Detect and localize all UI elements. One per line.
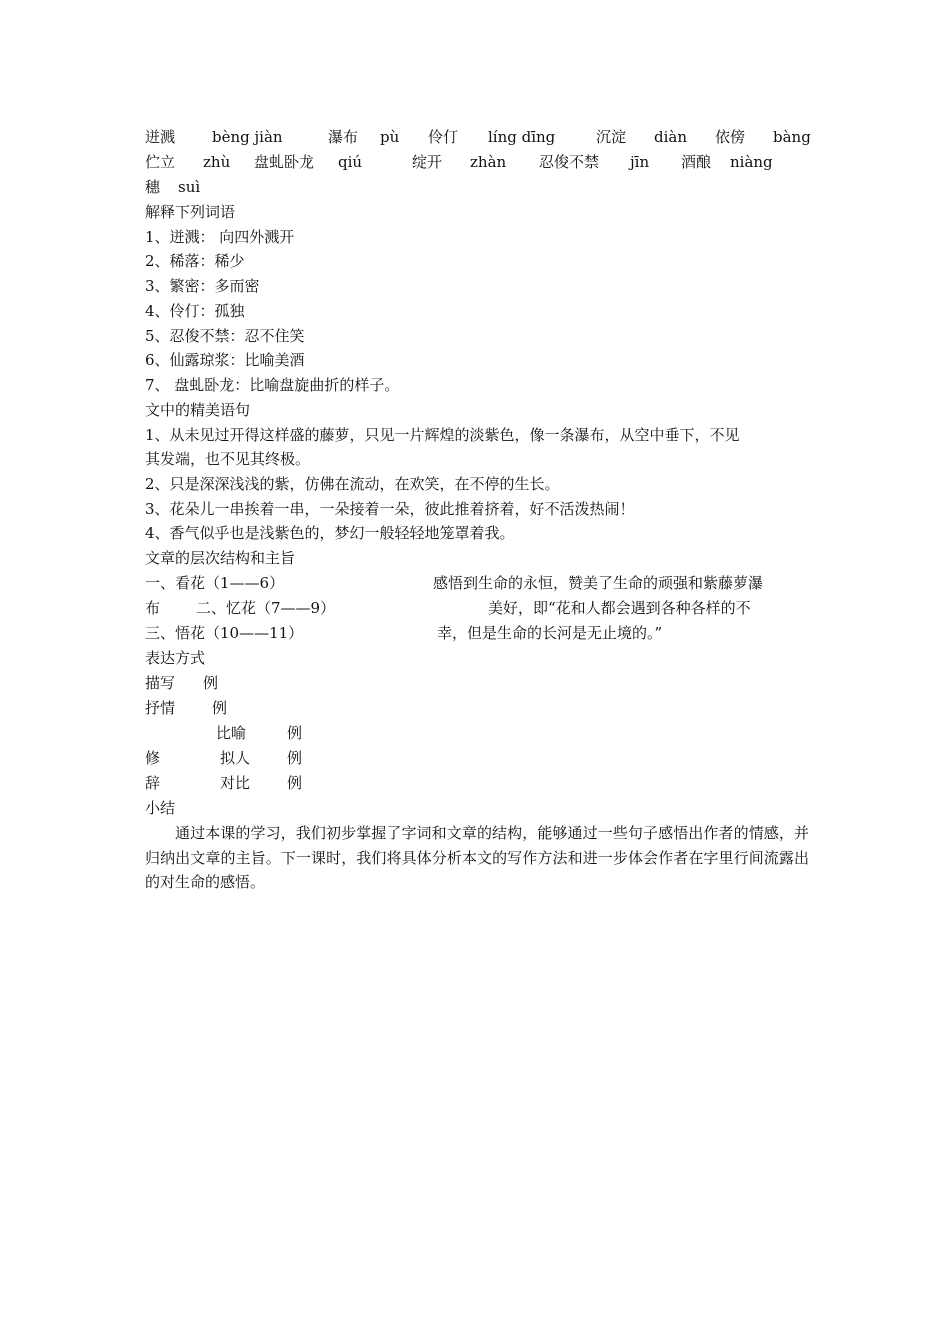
expression-describe: 描写 (145, 674, 176, 692)
explain-item: 5、忍俊不禁：忍不住笑 (145, 327, 305, 345)
expression-lyric: 抒情 (145, 699, 176, 717)
vocab-pinyin: niàng (730, 153, 773, 171)
rhetoric-label-xiu: 修 (145, 749, 161, 767)
explain-item: 3、繁密：多而密 (145, 277, 260, 295)
expression-example: 例 (287, 749, 303, 767)
vocab-pinyin: zhàn (470, 153, 507, 171)
expression-example: 例 (212, 699, 228, 717)
explain-item: 6、仙露琼浆：比喻美酒 (145, 351, 305, 369)
structure-part-2: 二、忆花（7——9） (196, 599, 336, 617)
expression-example: 例 (287, 774, 303, 792)
explain-item: 2、稀落：稀少 (145, 252, 245, 270)
expression-example: 例 (203, 674, 219, 692)
vocab-word: 迸溅 (145, 128, 176, 146)
vocab-pinyin: líng dīng (488, 128, 556, 146)
explain-item: 4、伶仃：孤独 (145, 302, 245, 320)
vocab-pinyin: zhù (203, 153, 231, 171)
vocab-pinyin: pù (380, 128, 400, 146)
expression-example: 例 (287, 724, 303, 742)
structure-part-1: 一、看花（1——6） (145, 574, 285, 592)
summary-paragraph: 通过本课的学习，我们初步掌握了字词和文章的结构，能够通过一些句子感悟出作者的情感，并归纳出文章的主旨。下一课时，我们将具体分析本文的写作方法和进一步体会作者在字里行间流露出的对生命的感悟。 (145, 824, 809, 891)
sentence-item: 1、从未见过开得这样盛的藤萝，只见一片辉煌的淡紫色，像一条瀑布，从空中垂下，不见 (145, 426, 740, 444)
structure-theme: 美好，即“花和人都会遇到各种各样的不 (488, 599, 751, 617)
vocab-word: 依傍 (715, 128, 746, 146)
vocab-word: 绽开 (412, 153, 443, 171)
section-heading-expression: 表达方式 (145, 649, 206, 667)
vocab-pinyin: jīn (630, 153, 650, 171)
structure-theme: 感悟到生命的永恒，赞美了生命的顽强和紫藤萝瀑 (433, 574, 764, 592)
section-heading-explain: 解释下列词语 (145, 203, 236, 221)
vocab-word: 盘虬卧龙 (254, 153, 315, 171)
sentence-item: 2、只是深深浅浅的紫，仿佛在流动，在欢笑，在不停的生长。 (145, 475, 560, 493)
vocab-word: 沉淀 (596, 128, 627, 146)
structure-part-3: 三、悟花（10——11） (145, 624, 304, 642)
sentence-item: 4、香气似乎也是浅紫色的，梦幻一般轻轻地笼罩着我。 (145, 524, 515, 542)
sentence-item: 3、花朵儿一串挨着一串，一朵接着一朵，彼此推着挤着，好不活泼热闹！ (145, 500, 635, 518)
section-heading-summary: 小结 (145, 799, 176, 817)
rhetoric-personify: 拟人 (220, 749, 251, 767)
rhetoric-contrast: 对比 (220, 774, 251, 792)
sentence-item-continued: 其发端，也不见其终极。 (145, 450, 311, 468)
vocab-word: 伶仃 (428, 128, 459, 146)
rhetoric-label-ci: 辞 (145, 774, 161, 792)
vocab-pinyin: bèng jiàn (212, 128, 283, 146)
structure-theme-end: 布 (145, 599, 161, 617)
vocab-word: 酒酿 (681, 153, 712, 171)
vocab-pinyin: qiú (338, 153, 363, 171)
vocab-word: 伫立 (145, 153, 176, 171)
vocab-pinyin: diàn (654, 128, 688, 146)
explain-item: 1、迸溅： 向四外溅开 (145, 228, 295, 246)
section-heading-sentences: 文中的精美语句 (145, 401, 251, 419)
vocab-word: 穗 (145, 178, 161, 196)
section-heading-structure: 文章的层次结构和主旨 (145, 549, 296, 567)
vocab-word: 瀑布 (328, 128, 359, 146)
vocab-pinyin: suì (178, 178, 201, 196)
structure-theme: 幸，但是生命的长河是无止境的。” (437, 624, 663, 642)
vocab-pinyin: bàng (773, 128, 811, 146)
rhetoric-metaphor: 比喻 (216, 724, 247, 742)
explain-item: 7、 盘虬卧龙：比喻盘旋曲折的样子。 (145, 376, 400, 394)
vocab-word: 忍俊不禁 (539, 153, 600, 171)
